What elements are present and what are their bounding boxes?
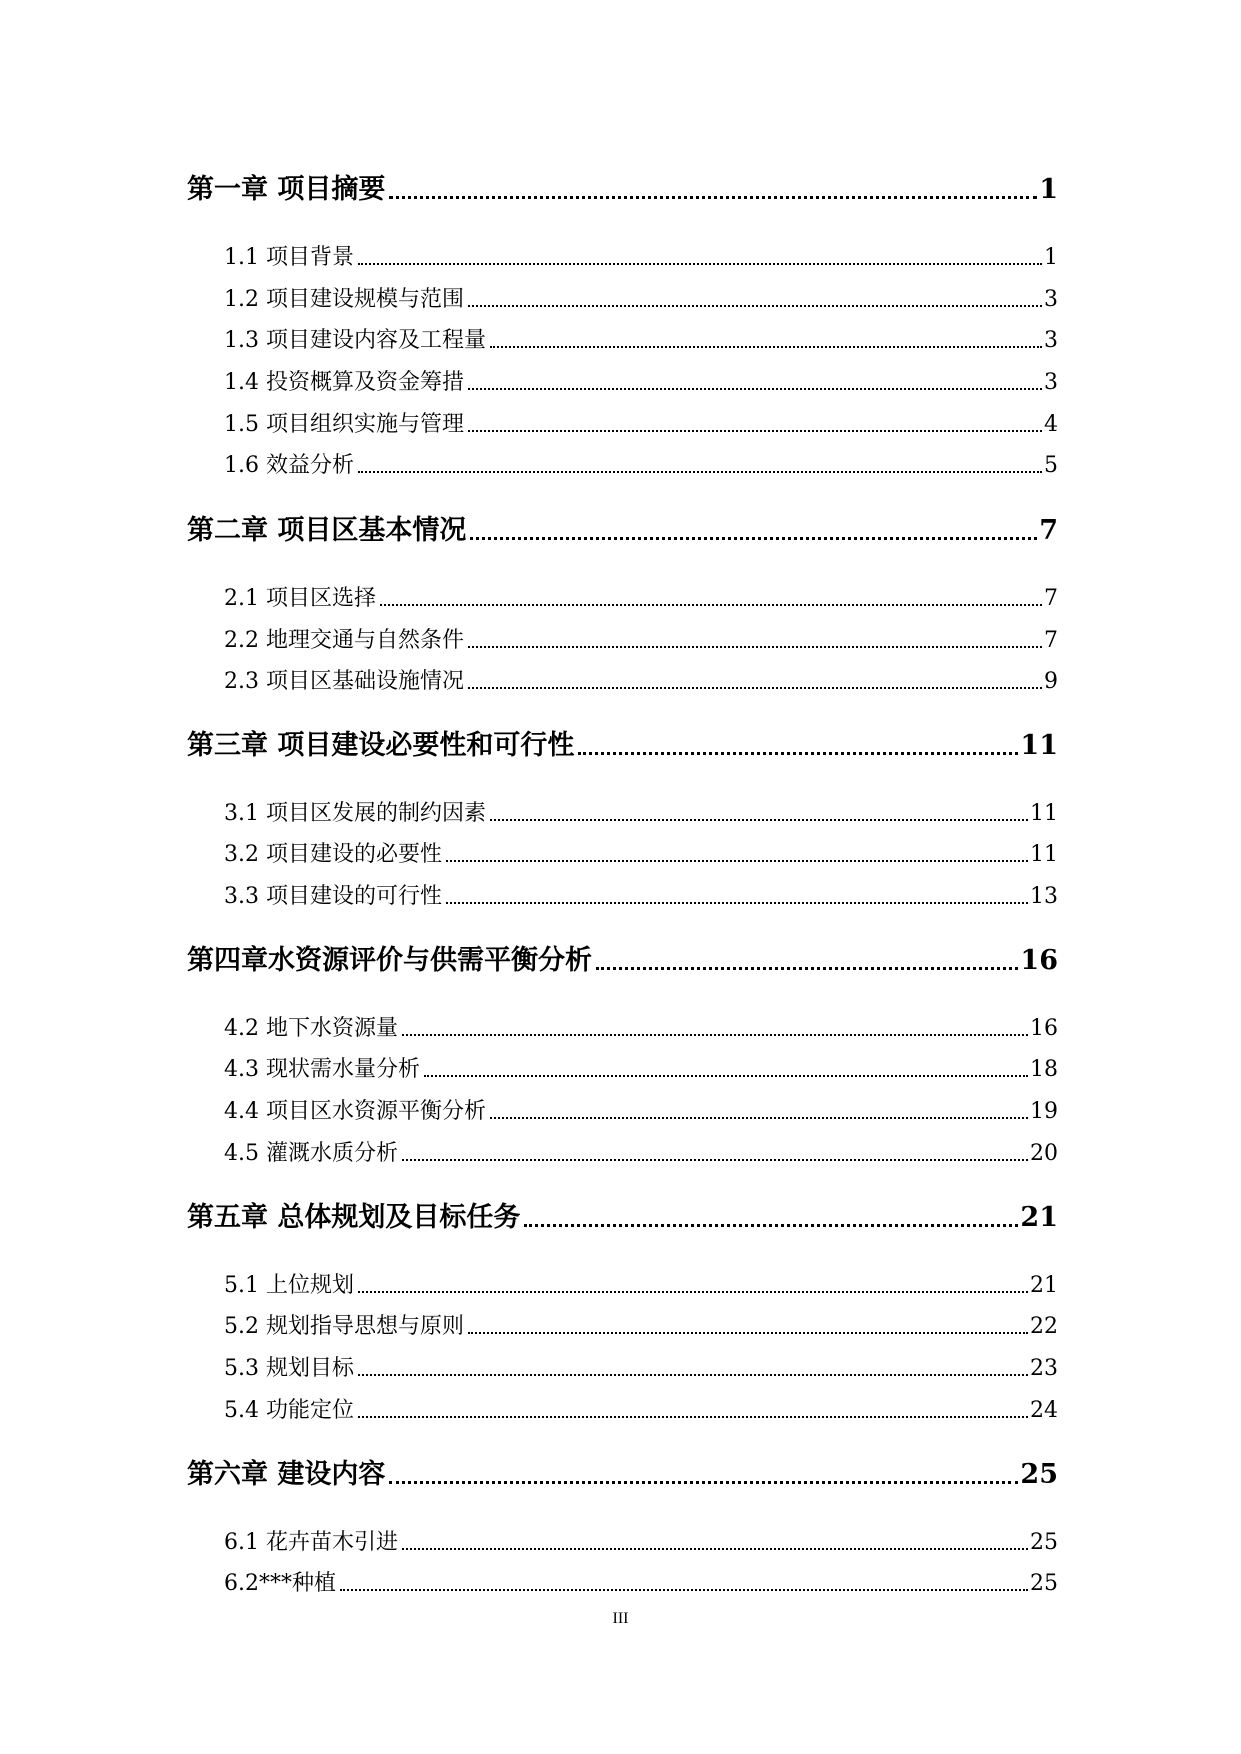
toc-chapter-3[interactable] [187, 718, 1058, 762]
toc-section-4-5[interactable] [224, 1131, 1058, 1167]
toc-section-6-2[interactable] [224, 1561, 1058, 1597]
toc-page-number: 7 [1039, 514, 1058, 546]
toc-chapter-title: 第六章 建设内容 [187, 1458, 386, 1490]
dot-leader [468, 1332, 1028, 1334]
dot-leader [468, 305, 1042, 307]
dot-leader [490, 819, 1028, 821]
toc-section-title: 1.5 项目组织实施与管理 [224, 411, 464, 437]
dot-leader [402, 1548, 1028, 1550]
toc-section-2-3[interactable] [224, 659, 1058, 695]
dot-leader [380, 604, 1042, 606]
toc-chapter-title: 第五章 总体规划及目标任务 [187, 1201, 521, 1233]
toc-section-title: 1.2 项目建设规模与范围 [224, 286, 464, 312]
toc-section-3-1[interactable] [224, 791, 1058, 827]
toc-section-2-1[interactable] [224, 576, 1058, 612]
toc-section-1-5[interactable] [224, 402, 1058, 438]
toc-section-1-3[interactable] [224, 318, 1058, 354]
dot-leader [340, 1589, 1028, 1591]
toc-section-5-2[interactable] [224, 1304, 1058, 1340]
toc-chapter-4[interactable] [187, 933, 1058, 977]
dot-leader [358, 263, 1042, 265]
toc-page-number: 25 [1030, 1570, 1058, 1596]
toc-chapter-title: 第一章 项目摘要 [187, 173, 386, 205]
toc-section-title: 4.5 灌溉水质分析 [224, 1140, 398, 1166]
dot-leader [389, 196, 1037, 199]
toc-section-5-3[interactable] [224, 1346, 1058, 1382]
toc-chapter-5[interactable] [187, 1190, 1058, 1234]
toc-section-title: 5.1 上位规划 [224, 1272, 354, 1298]
dot-leader [446, 902, 1028, 904]
toc-section-title: 3.2 项目建设的必要性 [224, 841, 442, 867]
toc-section-5-1[interactable] [224, 1263, 1058, 1299]
toc-section-3-2[interactable] [224, 832, 1058, 868]
dot-leader [358, 471, 1042, 473]
toc-page-number: 24 [1030, 1397, 1058, 1423]
dot-leader [468, 388, 1042, 390]
toc-section-title: 2.1 项目区选择 [224, 585, 376, 611]
toc-page-number: 3 [1044, 369, 1058, 395]
toc-page-number: 7 [1044, 585, 1058, 611]
toc-section-1-1[interactable] [224, 235, 1058, 271]
toc-section-title: 1.6 效益分析 [224, 452, 354, 478]
dot-leader [446, 860, 1028, 862]
toc-chapter-title: 第四章水资源评价与供需平衡分析 [187, 944, 592, 976]
dot-leader [389, 1481, 1018, 1484]
toc-section-4-4[interactable] [224, 1089, 1058, 1125]
toc-section-title: 6.1 花卉苗木引进 [224, 1529, 398, 1555]
dot-leader [596, 967, 1018, 970]
toc-section-1-4[interactable] [224, 360, 1058, 396]
toc-page-number: 11 [1030, 800, 1058, 826]
toc-section-title: 2.2 地理交通与自然条件 [224, 627, 464, 653]
toc-section-title: 3.3 项目建设的可行性 [224, 883, 442, 909]
toc-section-title: 6.2***种植 [224, 1570, 336, 1596]
toc-page-number: 20 [1030, 1140, 1058, 1166]
toc-page-number: 1 [1039, 173, 1058, 205]
dot-leader [470, 537, 1037, 540]
dot-leader [358, 1291, 1028, 1293]
toc-chapter-6[interactable] [187, 1447, 1058, 1491]
toc-section-title: 4.2 地下水资源量 [224, 1015, 398, 1041]
toc-page-number: 13 [1030, 883, 1058, 909]
toc-section-3-3[interactable] [224, 874, 1058, 910]
toc-section-title: 5.2 规划指导思想与原则 [224, 1313, 464, 1339]
toc-section-5-4[interactable] [224, 1388, 1058, 1424]
toc-page-number: 7 [1044, 627, 1058, 653]
toc-section-title: 4.4 项目区水资源平衡分析 [224, 1098, 486, 1124]
toc-section-title: 1.4 投资概算及资金筹措 [224, 369, 464, 395]
dot-leader [468, 646, 1042, 648]
toc-page-number: 16 [1030, 1015, 1058, 1041]
dot-leader [490, 346, 1042, 348]
toc-page-number: 19 [1030, 1098, 1058, 1124]
toc-section-1-2[interactable] [224, 277, 1058, 313]
toc-section-title: 4.3 现状需水量分析 [224, 1056, 420, 1082]
toc-page-number: 3 [1044, 327, 1058, 353]
dot-leader [578, 752, 1018, 755]
toc-page-number: 11 [1020, 729, 1058, 761]
toc-page-number: 22 [1030, 1313, 1058, 1339]
toc-section-1-6[interactable] [224, 443, 1058, 479]
toc-page-number: 21 [1020, 1201, 1058, 1233]
toc-section-2-2[interactable] [224, 618, 1058, 654]
toc-section-4-2[interactable] [224, 1006, 1058, 1042]
toc-section-title: 3.1 项目区发展的制约因素 [224, 800, 486, 826]
dot-leader [402, 1159, 1028, 1161]
toc-section-title: 1.1 项目背景 [224, 244, 354, 270]
toc-chapter-1[interactable] [187, 162, 1058, 206]
toc-chapter-title: 第三章 项目建设必要性和可行性 [187, 729, 575, 761]
toc-section-title: 2.3 项目区基础设施情况 [224, 668, 464, 694]
dot-leader [358, 1416, 1028, 1418]
toc-page-number: 9 [1044, 668, 1058, 694]
toc-section-6-1[interactable] [224, 1520, 1058, 1556]
toc-page-number: 3 [1044, 286, 1058, 312]
toc-page-number: 25 [1020, 1458, 1058, 1490]
toc-section-4-3[interactable] [224, 1047, 1058, 1083]
toc-page-number: 5 [1044, 452, 1058, 478]
dot-leader [358, 1374, 1028, 1376]
dot-leader [424, 1075, 1028, 1077]
toc-page-number: 4 [1044, 411, 1058, 437]
toc-page-number: 16 [1020, 944, 1058, 976]
dot-leader [490, 1117, 1028, 1119]
page-footer-number: III [612, 1610, 629, 1627]
toc-chapter-2[interactable] [187, 503, 1058, 547]
toc-section-title: 5.3 规划目标 [224, 1355, 354, 1381]
dot-leader [468, 687, 1042, 689]
toc-page-number: 21 [1030, 1272, 1058, 1298]
toc-page-number: 25 [1030, 1529, 1058, 1555]
toc-chapter-title: 第二章 项目区基本情况 [187, 514, 467, 546]
toc-section-title: 1.3 项目建设内容及工程量 [224, 327, 486, 353]
toc-page-number: 23 [1030, 1355, 1058, 1381]
toc-section-title: 5.4 功能定位 [224, 1397, 354, 1423]
toc-page-number: 11 [1030, 841, 1058, 867]
dot-leader [524, 1224, 1018, 1227]
dot-leader [402, 1034, 1028, 1036]
dot-leader [468, 430, 1042, 432]
toc-page-number: 18 [1030, 1056, 1058, 1082]
toc-page-number: 1 [1044, 244, 1058, 270]
